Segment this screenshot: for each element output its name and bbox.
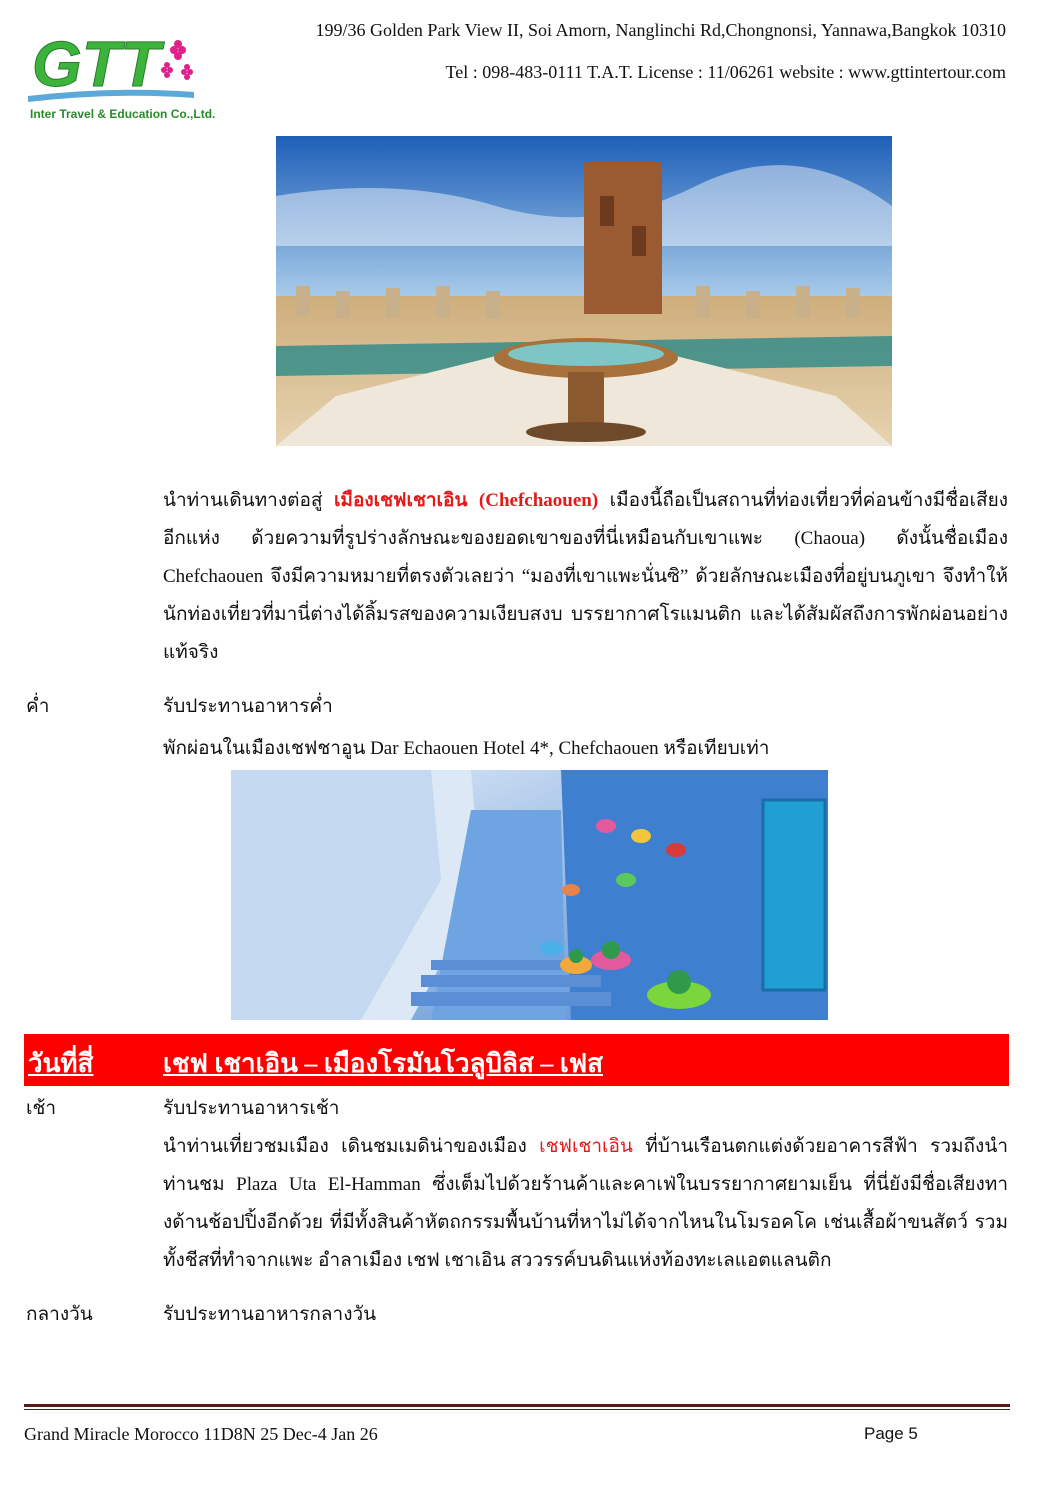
- program-name: Grand Miracle Morocco 11D8N 25 Dec-4 Jan 26: [24, 1424, 378, 1444]
- flower-icon: [161, 40, 193, 80]
- chefchaouen-highlight: เมืองเชฟเชาเอิน (Chefchaouen): [333, 490, 599, 511]
- day-route-title: เชฟ เชาเอิน – เมืองโรมันโวลูบิลิส – เฟส: [163, 1049, 603, 1078]
- paragraph-body-text: ที่บ้านเรือนตกแต่งด้วยอาคารสีฟ้า รวมถึงนำท่านชม Plaza Uta El-Hamman ซึ่งเต็มไปด้วยร้านค้าและคาเฟ่ในบรรยากาศยามเย็น ที่นี่ยังมีชื่อเสียงทางด้านช้อปปิ้งอีกด้วย ที่มีทั้งสินค้าหัตถกรรมพื้นบ้านที่หาไม่ได้จากไหนในโมรอคโค เช่นเสื้อผ้าขนสัตว์ รวมทั้งชีสที่ทำจากแพะ อำลาเมือง เชฟ เชาเอิน สววรรค์บนดินแห่งท้องทะเลแอตแลนติก: [163, 1136, 1008, 1271]
- paragraph-lead-text: นำท่านเที่ยวชมเมือง เดินชมเมดิน่าของเมือง: [163, 1136, 540, 1157]
- company-contact: Tel : 098-483-0111 T.A.T. License : 11/06261 website : www.gttintertour.com: [445, 62, 1006, 82]
- company-address: 199/36 Golden Park View II, Soi Amorn, Nanglinchi Rd,Chongnonsi, Yannawa,Bangkok 10310: [315, 20, 1006, 40]
- chefchaouen-street-photo: [231, 770, 828, 1020]
- footer-rule-thin: [24, 1409, 1010, 1410]
- paragraph-body-text: เมืองนี้ถือเป็นสถานที่ท่องเที่ยวที่ค่อนข้างมีชื่อเสียงอีกแห่ง ด้วยความที่รูปร่างลักษณะของยอดเขาของที่นี่เหมือนกับเขาแพะ (Chaoua) ดังนั้นชื่อเมือง Chefchaouen จึงมีความหมายที่ตรงตัวเลยว่า “มองที่เขาแพะนั่นซิ” ด้วยลักษณะเมืองที่อยู่บนภูเขา จึงทำให้นักท่องเที่ยวที่มานี่ต่างได้ลิ้มรสของความเงียบสงบ บรรยากาศโรแมนติก และได้สัมผัสถึงการพักผ่อนอย่างแท้จริง: [163, 490, 1008, 663]
- dinner-text: รับประทานอาหารค่ำ: [163, 696, 333, 717]
- breakfast-label: เช้า: [26, 1098, 57, 1119]
- lunch-text: รับประทานอาหารกลางวัน: [163, 1304, 377, 1325]
- hassan-tower-photo: [276, 136, 892, 446]
- chefchaouen-intro-paragraph: [163, 482, 1008, 672]
- day-label: วันที่สี่: [28, 1049, 94, 1078]
- paragraph-lead-text: นำท่านเดินทางต่อสู่: [163, 490, 334, 511]
- logo-wordmark: GTT: [32, 28, 160, 100]
- hotel-text: พักผ่อนในเมืองเชฟชาอูน Dar Echaouen Hotel 4*, Chefchaouen หรือเทียบเท่า: [163, 738, 770, 759]
- company-logo: [26, 20, 216, 124]
- breakfast-text: รับประทานอาหารเช้า: [163, 1098, 340, 1119]
- day-four-header: [24, 1034, 1009, 1086]
- page-number: Page 5: [864, 1424, 918, 1443]
- dinner-label: ค่ำ: [26, 696, 50, 717]
- logo-tagline: Inter Travel & Education Co.,Ltd.: [30, 107, 216, 121]
- medina-tour-paragraph: [163, 1128, 1008, 1280]
- chefchaouen-highlight: เชฟเชาเอิน: [539, 1136, 633, 1157]
- lunch-label: กลางวัน: [26, 1304, 93, 1325]
- footer-rule: [24, 1404, 1010, 1407]
